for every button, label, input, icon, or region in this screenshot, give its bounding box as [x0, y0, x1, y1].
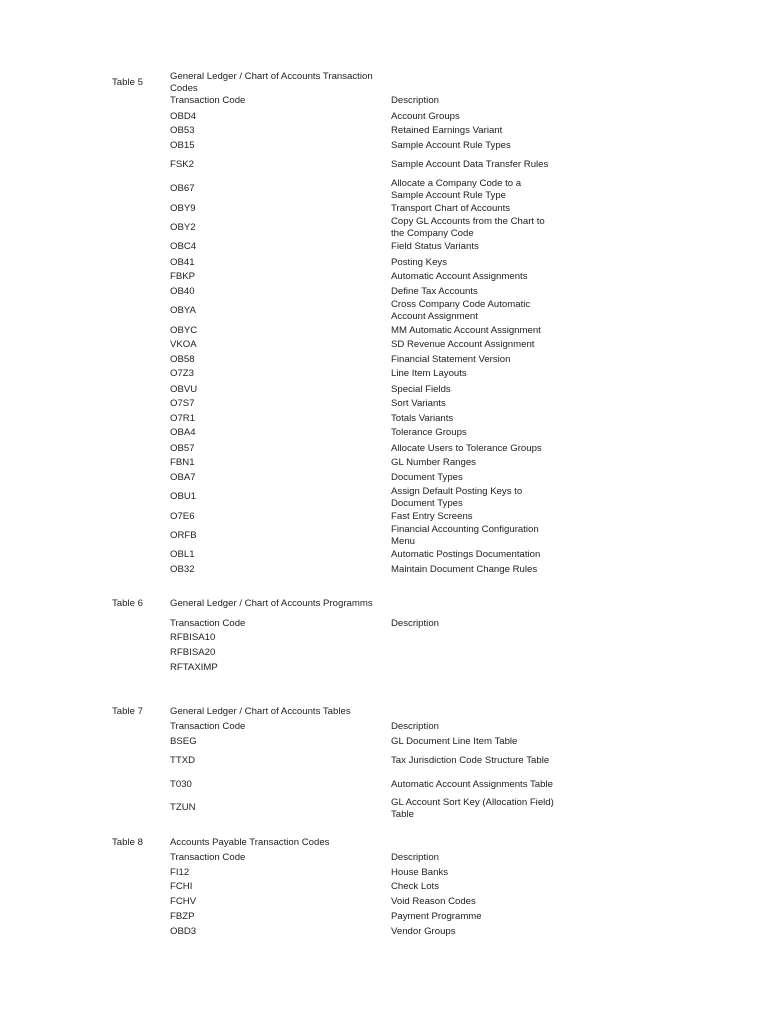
row-description: Check Lots: [391, 881, 439, 892]
transaction-code: VKOA: [170, 339, 197, 350]
row-description: Automatic Account Assignments Table: [391, 779, 553, 790]
table-title: Accounts Payable Transaction Codes: [170, 837, 330, 848]
table-title: General Ledger / Chart of Accounts Tables: [170, 706, 351, 717]
transaction-code: OB53: [170, 125, 195, 136]
row-description: Totals Variants: [391, 413, 454, 424]
table-label: Table 6: [112, 598, 143, 609]
transaction-code: OB41: [170, 257, 195, 268]
transaction-code: OB67: [170, 183, 195, 194]
transaction-code: ORFB: [170, 530, 197, 541]
transaction-code: O7Z3: [170, 368, 194, 379]
row-description: Document Types: [391, 472, 463, 483]
transaction-code: OBC4: [170, 241, 197, 252]
column-header-code: Transaction Code: [170, 618, 246, 629]
row-description: Allocate a Company Code to a Sample Account Rule Type: [391, 178, 522, 201]
row-description: GL Number Ranges: [391, 457, 476, 468]
transaction-code: TTXD: [170, 755, 196, 766]
transaction-code: OBA7: [170, 472, 196, 483]
row-description: Field Status Variants: [391, 241, 479, 252]
transaction-code: OB57: [170, 443, 195, 454]
transaction-code: OB40: [170, 286, 195, 297]
transaction-code: OBYC: [170, 325, 198, 336]
row-description: GL Account Sort Key (Allocation Field) Table: [391, 797, 554, 820]
row-description: Financial Statement Version: [391, 354, 511, 365]
row-description: Payment Programme: [391, 911, 482, 922]
transaction-code: OB15: [170, 140, 195, 151]
transaction-code: FSK2: [170, 159, 194, 170]
transaction-code: FBKP: [170, 271, 196, 282]
row-description: Posting Keys: [391, 257, 447, 268]
row-description: Cross Company Code Automatic Account Assignment: [391, 299, 531, 322]
transaction-code: FCHI: [170, 881, 193, 892]
table-label: Table 5: [112, 77, 143, 88]
table-title: General Ledger / Chart of Accounts Transaction Codes: [170, 71, 373, 94]
transaction-code: OBU1: [170, 491, 197, 502]
row-description: MM Automatic Account Assignment: [391, 325, 541, 336]
transaction-code: OBY9: [170, 203, 196, 214]
transaction-code: FCHV: [170, 896, 197, 907]
row-description: Maintain Document Change Rules: [391, 564, 538, 575]
column-header-description: Description: [391, 721, 439, 732]
transaction-code: O7S7: [170, 398, 195, 409]
row-description: Financial Accounting Configuration Menu: [391, 524, 539, 547]
row-description: SD Revenue Account Assignment: [391, 339, 535, 350]
transaction-code: FBN1: [170, 457, 195, 468]
column-header-description: Description: [391, 95, 439, 106]
row-description: Vendor Groups: [391, 926, 456, 937]
column-header-code: Transaction Code: [170, 852, 246, 863]
row-description: GL Document Line Item Table: [391, 736, 518, 747]
row-description: Sample Account Rule Types: [391, 140, 511, 151]
transaction-code: OBYA: [170, 305, 196, 316]
row-description: Sample Account Data Transfer Rules: [391, 159, 549, 170]
transaction-code: FI12: [170, 867, 190, 878]
column-header-description: Description: [391, 618, 439, 629]
transaction-code: OBVU: [170, 384, 198, 395]
transaction-code: OB58: [170, 354, 195, 365]
transaction-code: OBD4: [170, 111, 197, 122]
transaction-code: RFTAXIMP: [170, 662, 218, 673]
row-description: Special Fields: [391, 384, 451, 395]
column-header-code: Transaction Code: [170, 95, 246, 106]
transaction-code: BSEG: [170, 736, 197, 747]
transaction-code: OBY2: [170, 222, 196, 233]
transaction-code: OB32: [170, 564, 195, 575]
transaction-code: O7E6: [170, 511, 195, 522]
row-description: Automatic Postings Documentation: [391, 549, 541, 560]
row-description: Line Item Layouts: [391, 368, 467, 379]
row-description: Tax Jurisdiction Code Structure Table: [391, 755, 550, 766]
transaction-code: TZUN: [170, 802, 196, 813]
transaction-code: RFBISA20: [170, 647, 216, 658]
row-description: Transport Chart of Accounts: [391, 203, 511, 214]
row-description: Tolerance Groups: [391, 427, 467, 438]
row-description: Define Tax Accounts: [391, 286, 478, 297]
row-description: Retained Earnings Variant: [391, 125, 503, 136]
transaction-code: O7R1: [170, 413, 196, 424]
transaction-code: RFBISA10: [170, 632, 216, 643]
row-description: Automatic Account Assignments: [391, 271, 528, 282]
transaction-code: OBD3: [170, 926, 197, 937]
transaction-code: OBL1: [170, 549, 195, 560]
row-description: Allocate Users to Tolerance Groups: [391, 443, 542, 454]
transaction-code: OBA4: [170, 427, 196, 438]
row-description: Account Groups: [391, 111, 460, 122]
column-header-code: Transaction Code: [170, 721, 246, 732]
transaction-code: FBZP: [170, 911, 195, 922]
table-label: Table 7: [112, 706, 143, 717]
row-description: Copy GL Accounts from the Chart to the Company Code: [391, 216, 545, 239]
row-description: House Banks: [391, 867, 449, 878]
row-description: Assign Default Posting Keys to Document Types: [391, 486, 523, 509]
table-label: Table 8: [112, 837, 143, 848]
row-description: Fast Entry Screens: [391, 511, 473, 522]
row-description: Sort Variants: [391, 398, 446, 409]
column-header-description: Description: [391, 852, 439, 863]
row-description: Void Reason Codes: [391, 896, 476, 907]
table-title: General Ledger / Chart of Accounts Programms: [170, 598, 373, 609]
transaction-code: T030: [170, 779, 192, 790]
